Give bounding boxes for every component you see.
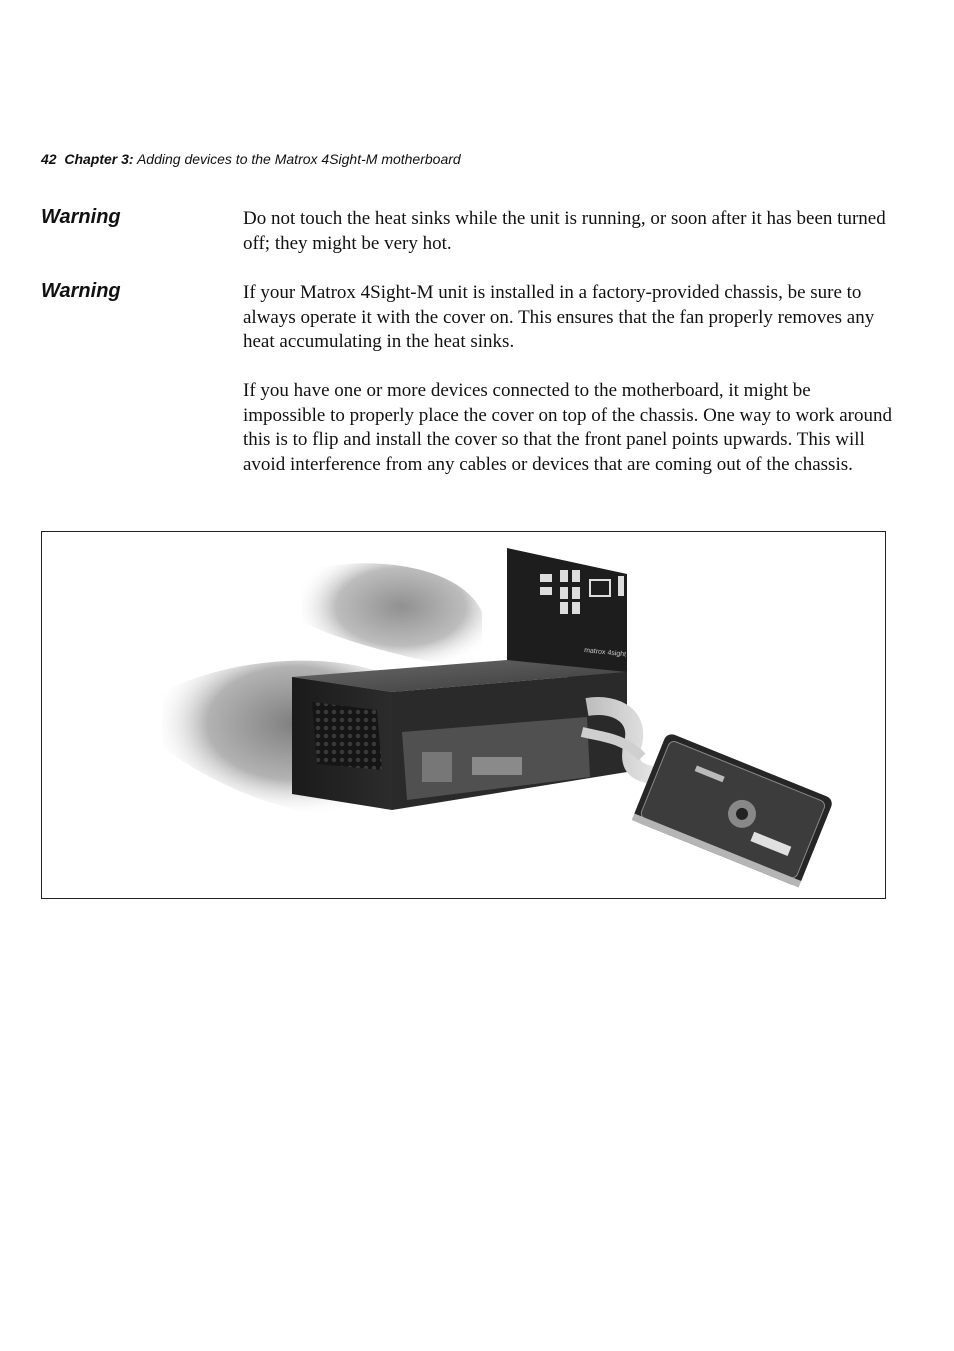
hard-drive xyxy=(632,732,834,888)
warning-label-1: Warning xyxy=(41,206,121,228)
chapter-label: Chapter 3: xyxy=(64,151,134,167)
warning-label-2: Warning xyxy=(41,280,121,302)
warning-text-1: Do not touch the heat sinks while the unit is running, or soon after it has been turned off; they might be very hot. xyxy=(243,208,886,254)
warning-text-2b: If you have one or more devices connected to the motherboard, it might be impossible to properly place the cover on top of the chassis. One way to work around this is to flip and install the cover so that the front panel points upwards. This will avoid interference from any cables or devices that are coming out of the chassis. xyxy=(243,380,893,475)
fan-grille xyxy=(312,702,382,770)
page-header xyxy=(41,151,461,167)
chassis-photo-figure xyxy=(41,531,886,899)
warning-text-2a: If your Matrox 4Sight-M unit is installed in a factory-provided chassis, be sure to always operate it with the cover on. This ensures that the fan properly removes any heat accumulating in the heat sinks. xyxy=(243,282,875,353)
heat-sink xyxy=(422,752,452,782)
panel-logo: matrox 4sight xyxy=(583,647,627,659)
motherboard-component xyxy=(472,757,522,775)
chapter-title: Adding devices to the Matrox 4Sight-M motherboard xyxy=(136,151,461,167)
chassis-with-hard-drive-illustration xyxy=(42,532,885,898)
shadow-top xyxy=(302,563,482,672)
page-number: 42 xyxy=(41,151,57,167)
